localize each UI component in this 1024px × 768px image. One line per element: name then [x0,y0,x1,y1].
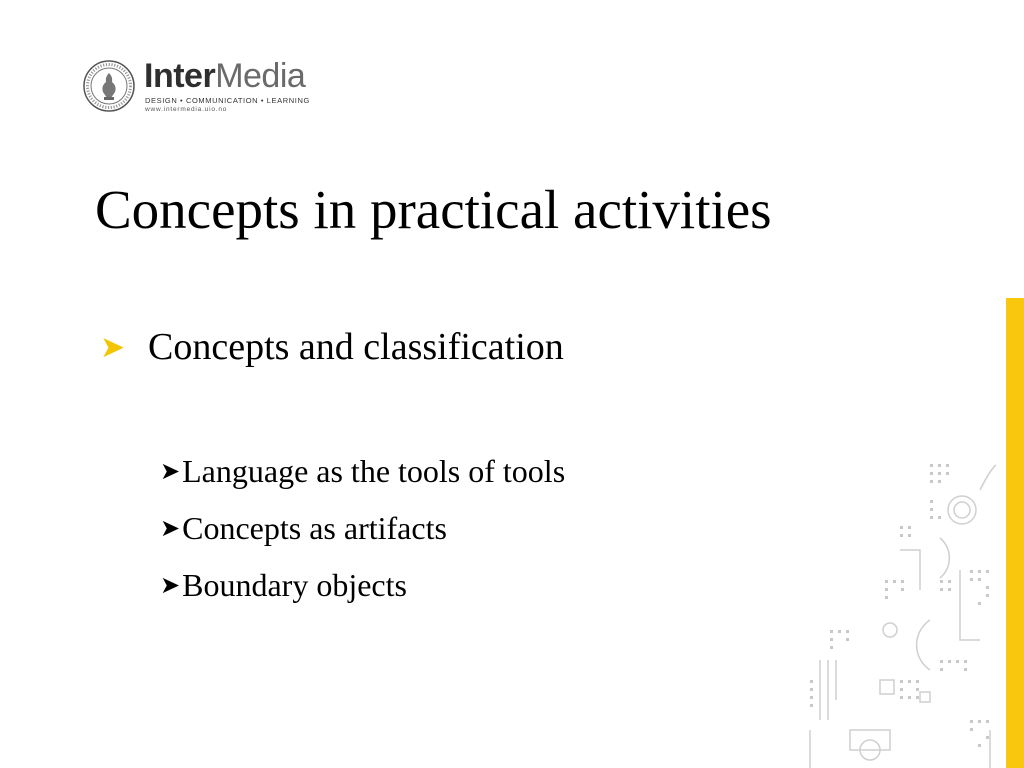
brand-tagline: DESIGN • COMMUNICATION • LEARNING [145,96,310,105]
bullet-text: Concepts and classification [148,326,564,368]
arrow-bullet-icon: ➤ [160,573,181,599]
accent-bar [1006,298,1024,768]
brand-part1: Inter [144,57,216,95]
arrow-bullet-icon: ➤ [100,331,126,364]
intermedia-logo [82,57,332,117]
slide-title: Concepts in practical activities [95,179,772,240]
sub-bullet-list [160,452,565,623]
sub-bullet-text: Boundary objects [182,567,407,603]
sub-bullet-item [160,509,565,566]
arrow-bullet-icon: ➤ [160,516,181,542]
bullet-item [100,325,564,370]
circuit-decoration-icon [790,430,1006,768]
sub-bullet-item [160,452,565,509]
sub-bullet-item [160,566,565,623]
brand-part2: Media [215,57,306,95]
arrow-bullet-icon: ➤ [160,459,181,485]
brand-wordmark [144,57,305,95]
sub-bullet-text: Language as the tools of tools [182,453,566,489]
university-seal-icon [82,59,136,113]
brand-url: www.intermedia.uio.no [145,106,228,113]
sub-bullet-text: Concepts as artifacts [182,510,447,546]
